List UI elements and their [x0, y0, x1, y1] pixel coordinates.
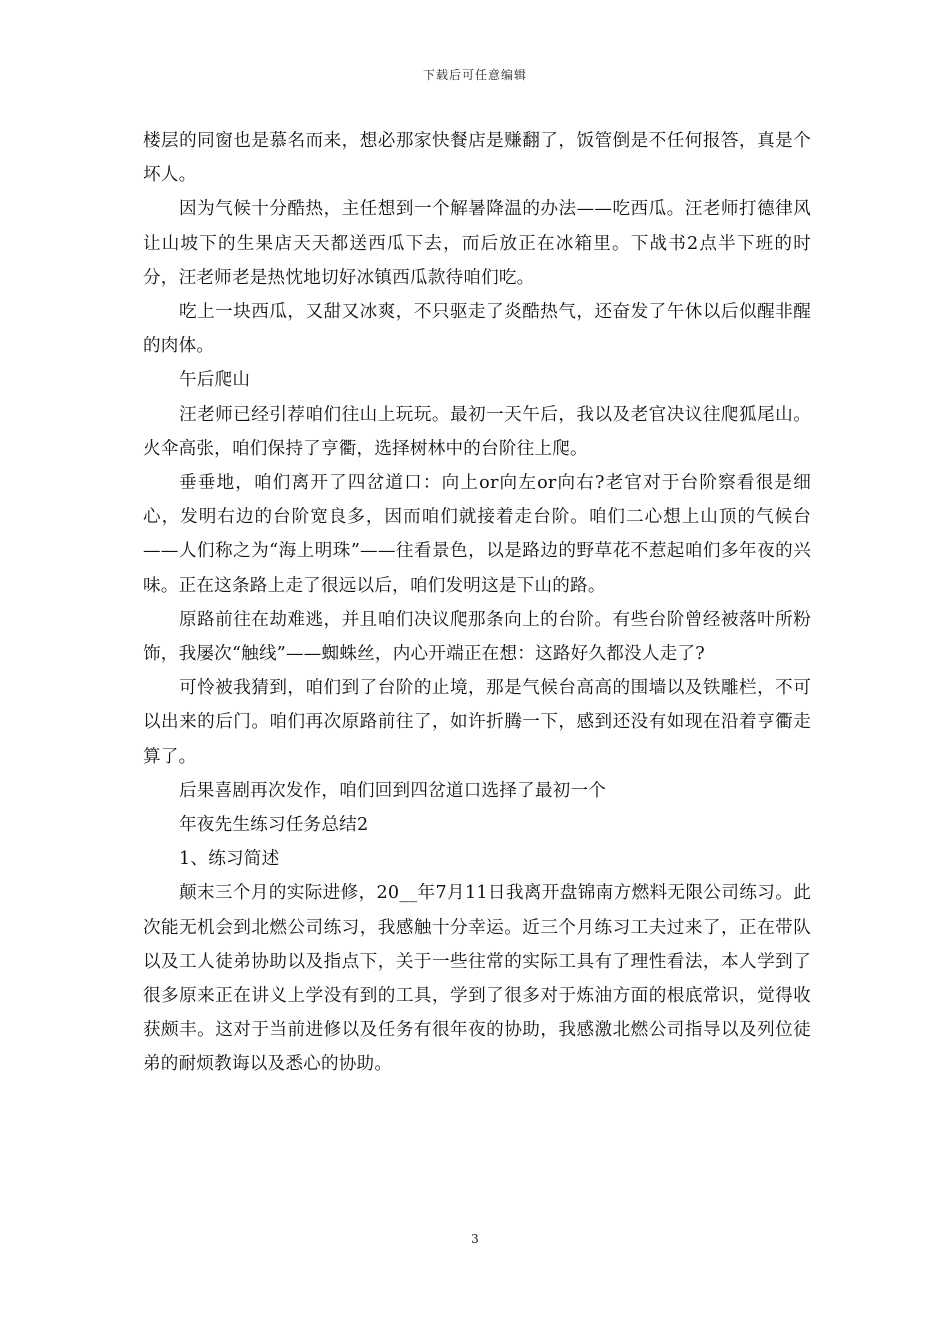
paragraph: 垂垂地，咱们离开了四岔道口：向上or向左or向右?老官对于台阶察看很是细心，发明右边的台阶宽良多，因而咱们就接着走台阶。咱们二心想上山顶的气候台——人们称之为“海上明珠”——往看景色，以是路边的野草花不惹起咱们多年夜的兴味。正在这条路上走了很远以后，咱们发明这是下山的路。: [143, 473, 811, 596]
paragraph: 后果喜剧再次发作，咱们回到四岔道口选择了最初一个: [179, 780, 607, 801]
section-heading: 1、练习简述: [179, 849, 280, 870]
paragraph: 汪老师已经引荐咱们往山上玩玩。最初一天午后，我以及老官决议往爬狐尾山。火伞高张，咱们保持了亨衢，选择树林中的台阶往上爬。: [143, 404, 811, 459]
page-number: 3: [471, 1232, 479, 1246]
paragraph-continuation: 楼层的同窗也是慕名而来，想必那家快餐店是赚翻了，饭管倒是不任何报答，真是个坏人。: [143, 131, 811, 186]
paragraph: 因为气候十分酷热，主任想到一个解暑降温的办法——吃西瓜。汪老师打德律风让山坡下的生果店天天都送西瓜下去，而后放正在冰箱里。下战书2点半下班的时分，汪老师老是热忱地切好冰镇西瓜款待咱们吃。: [143, 199, 811, 288]
paragraph: 颠末三个月的实际进修，20__年7月11日我离开盘锦南方燃料无限公司练习。此次能无机会到北燃公司练习，我感触十分幸运。近三个月练习工夫过来了，正在带队以及工人徒弟协助以及指点下，关于一些往常的实际工具有了理性看法，本人学到了很多原来正在讲义上学没有到的工具，学到了很多对于炼油方面的根底常识，觉得收获颇丰。这对于当前进修以及任务有很年夜的协助，我感激北燃公司指导以及列位徒弟的耐烦教诲以及悉心的协助。: [143, 883, 811, 1075]
section-heading: 午后爬山: [179, 370, 251, 391]
paragraph: 可怜被我猜到，咱们到了台阶的止境，那是气候台高高的围墙以及铁雕栏，不可以出来的后门。咱们再次原路前往了，如许折腾一下，感到还没有如现在沿着亨衢走算了。: [143, 678, 811, 767]
document-body: [143, 124, 811, 1082]
page-header-note: 下载后可任意编辑: [422, 68, 527, 82]
paragraph: 吃上一块西瓜，又甜又冰爽，不只驱走了炎酷热气，还奋发了午休以后似醒非醒的肉体。: [143, 302, 811, 357]
paragraph: 原路前往在劫难逃，并且咱们决议爬那条向上的台阶。有些台阶曾经被落叶所粉饰，我屡次“触线”——蜘蛛丝，内心开端正在想：这路好久都没人走了?: [143, 609, 811, 665]
document-title: 年夜先生练习任务总结2: [179, 815, 369, 836]
